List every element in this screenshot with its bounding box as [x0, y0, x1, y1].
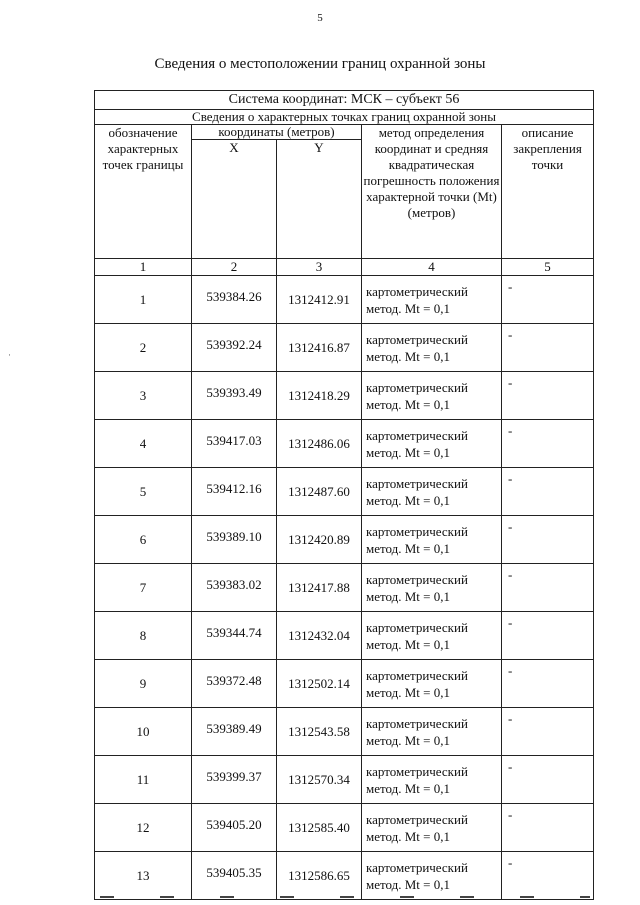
table-body: [95, 276, 594, 900]
column-number: 5: [502, 259, 594, 276]
cell-method: [362, 660, 502, 708]
cell-y: 1312586.65: [277, 852, 362, 900]
method-line-2: метод. Mt = 0,1: [366, 396, 450, 412]
cell-x: 539392.24: [192, 324, 277, 372]
cell-y: 1312570.34: [277, 756, 362, 804]
cell-point: 5: [95, 468, 192, 516]
cell-y: 1312585.40: [277, 804, 362, 852]
coordinates-table: [94, 90, 594, 900]
method-line-1: картометрический: [366, 859, 468, 875]
cell-point: 9: [95, 660, 192, 708]
method-line-2: метод. Mt = 0,1: [366, 444, 450, 460]
cell-x: 539389.49: [192, 708, 277, 756]
table-row: [95, 420, 594, 468]
cell-point: 13: [95, 852, 192, 900]
cell-method: [362, 612, 502, 660]
table-row: [95, 468, 594, 516]
table-row: [95, 708, 594, 756]
column-number-row: [95, 259, 594, 276]
table-row: [95, 852, 594, 900]
cell-description: -: [502, 708, 594, 756]
cell-description: -: [502, 564, 594, 612]
method-line-1: картометрический: [366, 523, 468, 539]
cell-x: 539399.37: [192, 756, 277, 804]
cell-description: -: [502, 756, 594, 804]
header-point: обозначение характерных точек границы: [95, 125, 192, 259]
header-coords: координаты (метров): [192, 125, 362, 140]
cell-x: 539405.35: [192, 852, 277, 900]
method-line-2: метод. Mt = 0,1: [366, 636, 450, 652]
method-line-1: картометрический: [366, 475, 468, 491]
column-number: 1: [95, 259, 192, 276]
method-line-1: картометрический: [366, 331, 468, 347]
cell-x: 539405.20: [192, 804, 277, 852]
method-line-2: метод. Mt = 0,1: [366, 588, 450, 604]
cell-method: [362, 756, 502, 804]
cell-point: 12: [95, 804, 192, 852]
method-line-2: метод. Mt = 0,1: [366, 348, 450, 364]
table-row: [95, 660, 594, 708]
column-number: 2: [192, 259, 277, 276]
cell-description: -: [502, 420, 594, 468]
cell-point: 6: [95, 516, 192, 564]
method-line-1: картометрический: [366, 619, 468, 635]
table-row: [95, 804, 594, 852]
table-row: [95, 372, 594, 420]
cell-y: 1312417.88: [277, 564, 362, 612]
method-line-1: картометрический: [366, 667, 468, 683]
cell-y: 1312412.91: [277, 276, 362, 324]
cell-y: 1312416.87: [277, 324, 362, 372]
method-line-2: метод. Mt = 0,1: [366, 684, 450, 700]
cell-description: -: [502, 276, 594, 324]
cell-point: 3: [95, 372, 192, 420]
cell-y: 1312486.06: [277, 420, 362, 468]
cell-method: [362, 852, 502, 900]
method-line-2: метод. Mt = 0,1: [366, 300, 450, 316]
method-line-2: метод. Mt = 0,1: [366, 732, 450, 748]
cell-point: 4: [95, 420, 192, 468]
cell-point: 10: [95, 708, 192, 756]
column-number: 4: [362, 259, 502, 276]
cell-method: [362, 324, 502, 372]
table-row: [95, 756, 594, 804]
cell-y: 1312502.14: [277, 660, 362, 708]
cell-description: -: [502, 612, 594, 660]
column-number: 3: [277, 259, 362, 276]
cell-method: [362, 276, 502, 324]
table-row: [95, 516, 594, 564]
table-header: [95, 91, 594, 276]
cell-point: 7: [95, 564, 192, 612]
footer-cut-line: [100, 896, 590, 898]
cell-point: 8: [95, 612, 192, 660]
cell-x: 539383.02: [192, 564, 277, 612]
cell-point: 2: [95, 324, 192, 372]
table-row: [95, 324, 594, 372]
header-description: описание закрепления точки: [502, 125, 594, 259]
method-line-2: метод. Mt = 0,1: [366, 780, 450, 796]
method-line-1: картометрический: [366, 283, 468, 299]
cell-method: [362, 564, 502, 612]
cell-description: -: [502, 324, 594, 372]
table-row: [95, 564, 594, 612]
coordinate-system-header: Система координат: МСК – субъект 56: [95, 91, 594, 110]
cell-method: [362, 468, 502, 516]
points-info-header: Сведения о характерных точках границ охранной зоны: [95, 110, 594, 125]
cell-method: [362, 516, 502, 564]
method-line-1: картометрический: [366, 811, 468, 827]
method-line-1: картометрический: [366, 571, 468, 587]
header-method: метод определения координат и средняя квадратическая погрешность положения характерной точки (Mt) (метров): [362, 125, 502, 259]
cell-y: 1312487.60: [277, 468, 362, 516]
cell-x: 539344.74: [192, 612, 277, 660]
table-row: [95, 276, 594, 324]
cell-method: [362, 708, 502, 756]
margin-mark: ·: [8, 350, 11, 360]
cell-x: 539389.10: [192, 516, 277, 564]
cell-y: 1312543.58: [277, 708, 362, 756]
method-line-2: метод. Mt = 0,1: [366, 540, 450, 556]
cell-method: [362, 804, 502, 852]
document-title: Сведения о местоположении границ охранной зоны: [154, 56, 486, 72]
method-line-2: метод. Mt = 0,1: [366, 828, 450, 844]
cell-y: 1312420.89: [277, 516, 362, 564]
method-line-2: метод. Mt = 0,1: [366, 876, 450, 892]
method-line-1: картометрический: [366, 427, 468, 443]
method-line-1: картометрический: [366, 763, 468, 779]
cell-point: 11: [95, 756, 192, 804]
method-line-2: метод. Mt = 0,1: [366, 492, 450, 508]
cell-x: 539372.48: [192, 660, 277, 708]
page-number: 5: [317, 12, 323, 24]
cell-description: -: [502, 852, 594, 900]
cell-description: -: [502, 372, 594, 420]
method-line-1: картометрический: [366, 379, 468, 395]
cell-x: 539393.49: [192, 372, 277, 420]
cell-y: 1312418.29: [277, 372, 362, 420]
cell-x: 539412.16: [192, 468, 277, 516]
header-y: Y: [277, 140, 362, 259]
cell-description: -: [502, 804, 594, 852]
cell-y: 1312432.04: [277, 612, 362, 660]
header-x: X: [192, 140, 277, 259]
cell-method: [362, 372, 502, 420]
cell-description: -: [502, 516, 594, 564]
cell-method: [362, 420, 502, 468]
cell-description: -: [502, 468, 594, 516]
cell-description: -: [502, 660, 594, 708]
cell-x: 539384.26: [192, 276, 277, 324]
cell-point: 1: [95, 276, 192, 324]
table-row: [95, 612, 594, 660]
cell-x: 539417.03: [192, 420, 277, 468]
method-line-1: картометрический: [366, 715, 468, 731]
